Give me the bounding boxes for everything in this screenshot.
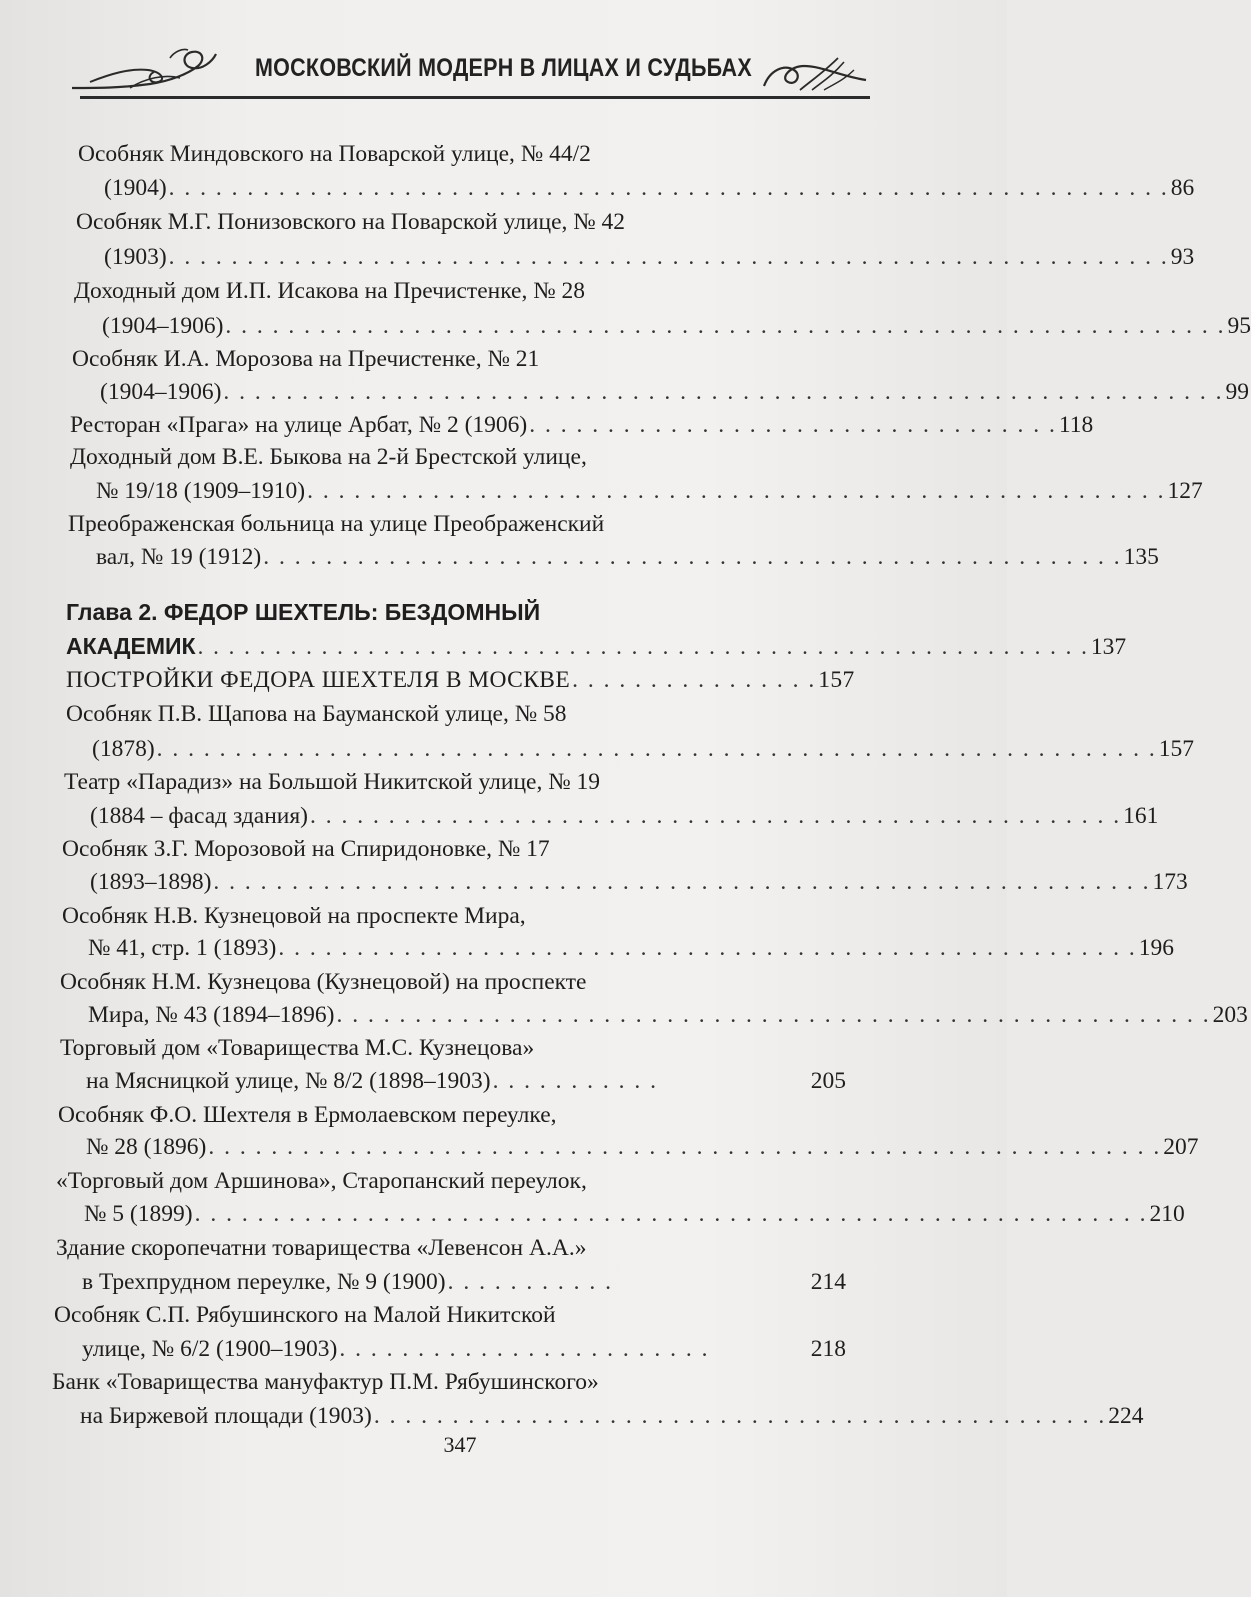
chapter-title-cont: АКАДЕМИК [66,633,196,659]
running-header-title: МОСКОВСКИЙ МОДЕРН В ЛИЦАХ И СУДЬБАХ [255,54,752,82]
toc-entry-title-cont: улице, № 6/2 (1900–1903) [82,1336,338,1362]
toc-page-number: 218 [810,1336,846,1362]
page-number: 347 [443,1432,477,1457]
toc-entry-title: Банк «Товарищества мануфактур П.М. Рябушинского» [52,1369,599,1395]
toc-entry-title: Особняк М.Г. Понизовского на Поварской улице, № 42 [76,209,626,235]
toc-entry-title: Преображенская больница на улице Преображенский [68,511,605,537]
leader-dots: . . . . . . . . . . . . . . . . . . . . . . . . [339,1336,710,1362]
toc-page-number: 224 [1108,1403,1144,1429]
toc-entry-title: Особняк Ф.О. Шехтеля в Ермолаевском переулке, [58,1102,557,1128]
toc-page-number: 93 [1170,244,1195,270]
toc-page-number: 99 [1225,379,1250,405]
toc-entry-title: «Торговый дом Аршинова», Старопанский переулок, [56,1168,587,1194]
toc-entry-title-cont: № 19/18 (1909–1910) [96,478,306,504]
toc-entry-title-cont: в Трехпрудном переулке, № 9 (1900) [82,1269,446,1295]
toc-page-number: 203 [1212,1002,1248,1028]
toc-entry-title: Особняк Миндовского на Поварской улице, № 44/2 [78,141,591,167]
leader-dots: . . . . . . . . . . . . . . . . [572,667,817,693]
leader-dots: . . . . . . . . . . . . . . . . . . . . . . . . . . . . . . . . . . . . . . . . . . . . . . . . . . . . . . . . [336,1002,1211,1028]
toc-entry-title: Доходный дом И.П. Исакова на Пречистенке, № 28 [74,278,586,304]
toc-entry-title: Особняк П.В. Щапова на Бауманской улице, № 58 [66,701,567,727]
toc-entry-title-cont: (1904–1906) [102,313,224,339]
toc-page-number: 86 [1170,175,1195,201]
toc-page-number: 137 [1090,634,1127,660]
leader-dots: . . . . . . . . . . . . . . . . . . . . . . . . . . . . . . . . . . . . . . . . . . . . . . . . . . . . . . . . . . . . . . . . [168,244,1169,270]
toc-page-number: 205 [810,1068,846,1094]
leader-dots: . . . . . . . . . . . . . . . . . . . . . . . . . . . . . . . . . . . . . . . . . . . . . . . . . . . . . . . . . . . . . [194,1201,1148,1227]
toc-entry-title: Доходный дом В.Е. Быкова на 2-й Брестской улице, [70,444,587,470]
toc-page-number: 161 [1123,803,1159,829]
leader-dots: . . . . . . . . . . . . . . . . . . . . . . . . . . . . . . . . . . . . . . . . . . . . . . . . . . . . . . . . . . [197,634,1089,659]
toc-entry-title-cont: № 5 (1899) [84,1201,193,1227]
leader-dots: . . . . . . . . . . . . . . . . . . . . . . . . . . . . . . . . . . . . . . . . . . . . . . . . . . . . . . . [307,478,1166,504]
leader-dots: . . . . . . . . . . . . . . . . . . . . . . . . . . . . . . . . . . . . . . . . . . . . . . . . . . . . . . . [278,935,1137,961]
toc-entry-title-cont: (1893–1898) [90,869,212,895]
toc-entry-title: Ресторан «Прага» на улице Арбат, № 2 (1906) [70,412,528,438]
toc-page-number: 157 [1158,736,1195,762]
leader-dots: . . . . . . . . . . . . . . . . . . . . . . . . . . . . . . . . . . . . . . . . . . . . . . . . . . . . . . . . . . . . . [208,1134,1162,1160]
leader-dots: . . . . . . . . . . . . . . . . . . . . . . . . . . . . . . . . . . . . . . . . . . . . . . . . . . . . . . . [263,544,1122,570]
leader-dots: . . . . . . . . . . . . . . . . . . . . . . . . . . . . . . . . . . . . . . . . . . . . . . . . . . . . . . . . . . . . [213,869,1151,895]
toc-entry-title-cont: № 28 (1896) [86,1134,207,1160]
leader-dots: . . . . . . . . . . . . . . . . . . . . . . . . . . . . . . . . . . . . . . . . . . . . . . . . . . . . . . . . . . . . . . . . [168,175,1169,201]
leader-dots: . . . . . . . . . . . . . . . . . . . . . . . . . . . . . . . . . . . . . . . . . . . . . . . . . . . . . . . . . . . . . . . . [223,379,1224,405]
toc-entry-title: Особняк З.Г. Морозовой на Спиридоновке, № 17 [62,836,550,862]
toc-page-number: 127 [1167,478,1203,504]
toc-page-number: 173 [1152,869,1188,895]
toc-entry-title: Особняк С.П. Рябушинского на Малой Никитской [54,1302,556,1328]
toc-entry-title: Здание скоропечатни товарищества «Левенсон А.А.» [56,1235,587,1261]
toc-entry-title-cont: (1903) [104,244,167,270]
toc-entry-title-cont: (1878) [92,736,155,762]
toc-entry-title: Театр «Парадиз» на Большой Никитской улице, № 19 [64,769,601,795]
toc-page-number: 207 [1163,1134,1199,1160]
toc-entry-title-cont: на Биржевой площади (1903) [80,1403,372,1429]
toc-page-number: 95 [1227,313,1251,339]
toc-page-number: 196 [1138,935,1174,961]
toc-entry-title: Особняк Н.М. Кузнецова (Кузнецовой) на проспекте [60,969,587,995]
toc-entry-title: Особняк Н.В. Кузнецовой на проспекте Мира, [62,903,526,929]
toc-entry-title-cont: вал, № 19 (1912) [96,544,262,570]
chapter-title: Глава 2. ФЕДОР ШЕХТЕЛЬ: БЕЗДОМНЫЙ [66,599,541,625]
leader-dots: . . . . . . . . . . . [492,1068,658,1094]
leader-dots: . . . . . . . . . . . . . . . . . . . . . . . . . . . . . . . . . . . . . . . . . . . . . . . . . . . . [310,803,1122,829]
toc-entry-title-cont: (1904) [104,175,167,201]
leader-dots: . . . . . . . . . . . . . . . . . . . . . . . . . . . . . . . . . . [529,412,1057,438]
toc-page-number: 214 [810,1269,846,1295]
toc-page-number: 157 [818,667,855,693]
toc-page-number: 210 [1149,1201,1185,1227]
leader-dots: . . . . . . . . . . . . . . . . . . . . . . . . . . . . . . . . . . . . . . . . . . . . . . . [373,1403,1107,1429]
toc-page-number: 135 [1123,544,1159,570]
leader-dots: . . . . . . . . . . . . . . . . . . . . . . . . . . . . . . . . . . . . . . . . . . . . . . . . . . . . . . . . . . . . . . . . [225,313,1226,339]
toc-entry-title-cont: Мира, № 43 (1894–1896) [88,1002,335,1028]
toc-entry-title-cont: № 41, стр. 1 (1893) [88,935,277,961]
toc-entry-title: Торговый дом «Товарищества М.С. Кузнецова» [60,1035,535,1061]
leader-dots: . . . . . . . . . . . . . . . . . . . . . . . . . . . . . . . . . . . . . . . . . . . . . . . . . . . . . . . . . . . . . . . . [156,736,1157,762]
toc-entry-title: Особняк И.А. Морозова на Пречистенке, № 21 [72,346,540,372]
toc-entry-title-cont: (1904–1906) [100,379,222,405]
leader-dots: . . . . . . . . . . . [447,1269,613,1295]
toc-page-number: 118 [1058,412,1094,438]
toc-entry-title-cont: на Мясницкой улице, № 8/2 (1898–1903) [86,1068,491,1094]
toc-entry-title-cont: (1884 – фасад здания) [90,803,308,829]
section-title: ПОСТРОЙКИ ФЕДОРА ШЕХТЕЛЯ В МОСКВЕ [66,667,571,693]
